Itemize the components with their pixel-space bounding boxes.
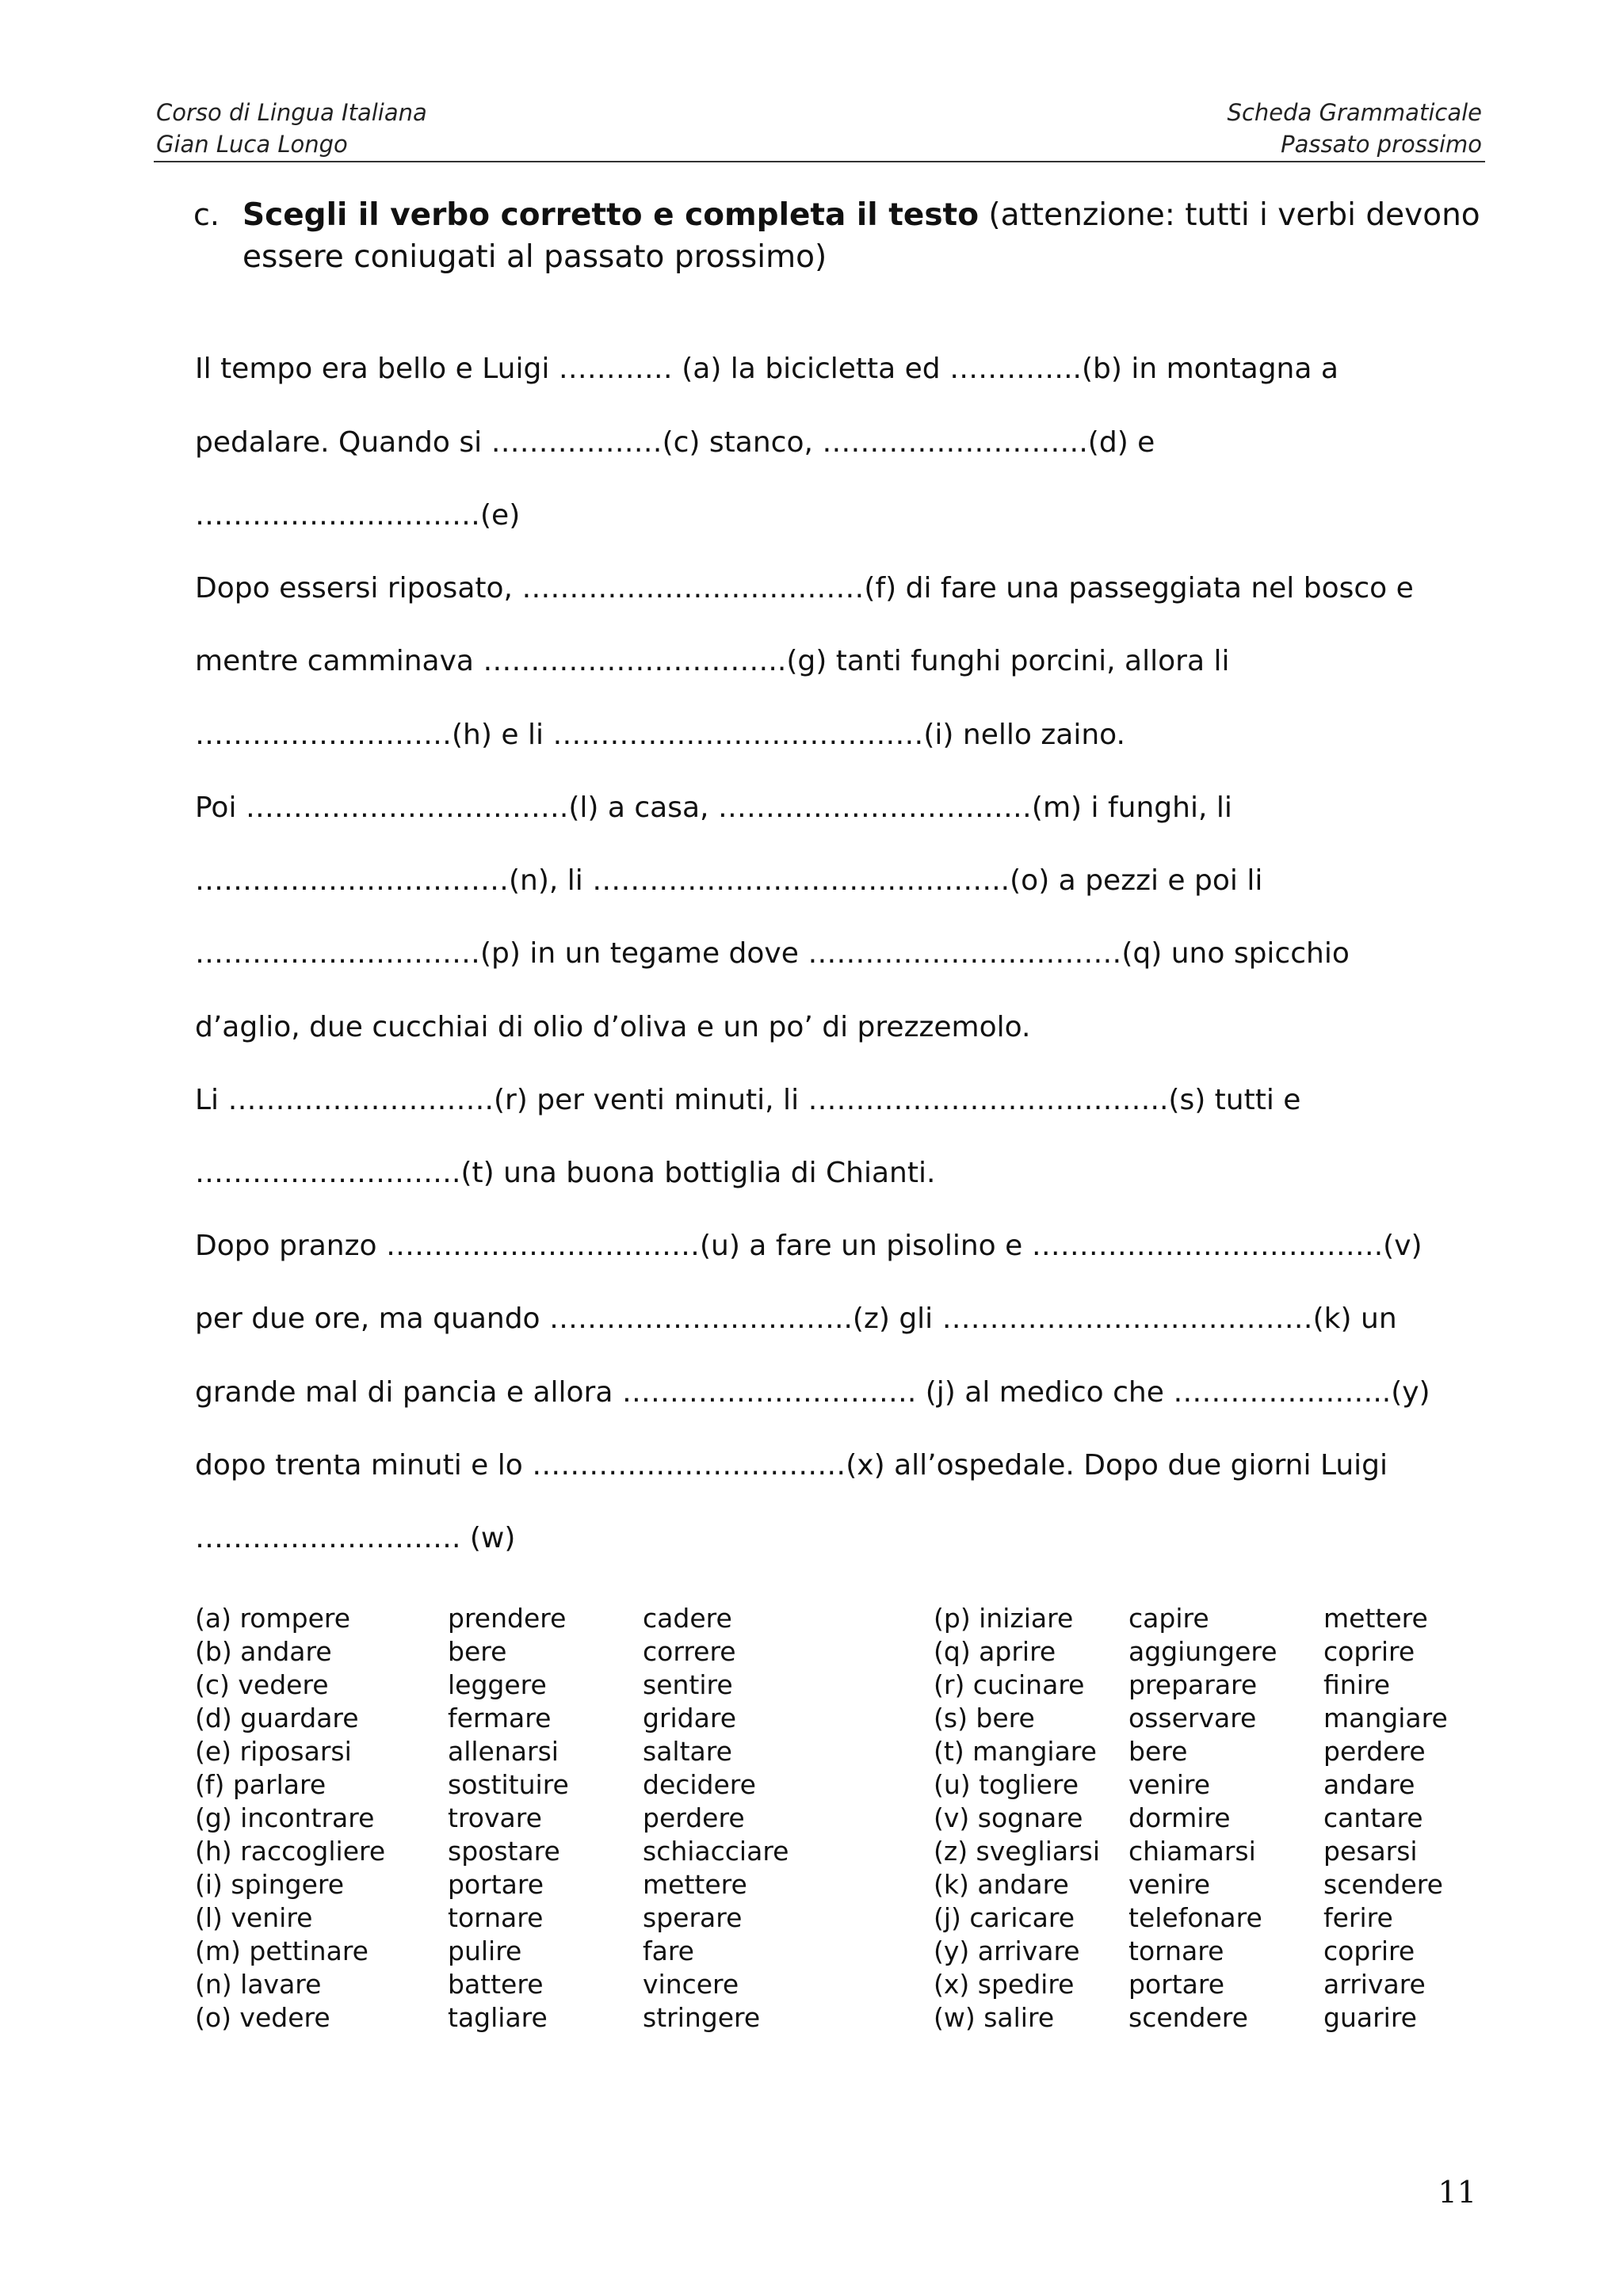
verb-option: venire: [1128, 1769, 1211, 1800]
header-right: [1228, 97, 1482, 160]
verb-option: bere: [448, 1636, 507, 1667]
verb-option: dormire: [1128, 1802, 1231, 1833]
verb-option: tornare: [448, 1902, 544, 1933]
verb-option: scendere: [1323, 1869, 1443, 1900]
verb-option: (e) riposarsi: [195, 1736, 352, 1767]
text-line: per due ore, ma quando …………………………..(z) gli …………………………………(k) un: [195, 1302, 1397, 1335]
exercise-letter: c.: [193, 197, 220, 232]
verb-option: (l) venire: [195, 1902, 313, 1933]
verb-option: (s) bere: [934, 1703, 1035, 1733]
verb-option: (r) cucinare: [934, 1669, 1085, 1700]
text-line: pedalare. Quando si ………………(c) stanco, ……………………….(d) e: [195, 426, 1155, 459]
verb-option: schiacciare: [643, 1836, 789, 1867]
verb-option: tornare: [1128, 1936, 1224, 1966]
verb-option: cantare: [1323, 1802, 1423, 1833]
verb-option: finire: [1323, 1669, 1391, 1700]
verb-option: gridare: [643, 1703, 736, 1733]
verb-option: osservare: [1128, 1703, 1257, 1733]
verb-option: saltare: [643, 1736, 732, 1767]
sheet-topic: Passato prossimo: [1281, 131, 1482, 158]
verb-option: (k) andare: [934, 1869, 1069, 1900]
text-line: dopo trenta minuti e lo ……………………………(x) all’ospedale. Dopo due giorni Luigi: [195, 1449, 1388, 1482]
verb-option: (d) guardare: [195, 1703, 359, 1733]
verb-option: (n) lavare: [195, 1969, 322, 2000]
verb-column-5: [1128, 1602, 1277, 2035]
verb-option: (j) caricare: [934, 1902, 1075, 1933]
page-number: 11: [1438, 2175, 1476, 2210]
text-line: d’aglio, due cucchiai di olio d’oliva e un po’ di prezzemolo.: [195, 1011, 1031, 1043]
verb-option: (p) iniziare: [934, 1603, 1074, 1634]
verb-option: andare: [1323, 1769, 1415, 1800]
verb-option: (f) parlare: [195, 1769, 327, 1800]
verb-option: stringere: [643, 2002, 761, 2033]
header-left: [156, 97, 427, 160]
course-title: Corso di Lingua Italiana: [156, 99, 427, 126]
verb-option: sperare: [643, 1902, 743, 1933]
text-line: mentre camminava …………………………..(g) tanti funghi porcini, allora li: [195, 645, 1230, 677]
verb-option: arrivare: [1323, 1969, 1426, 2000]
verb-option: sentire: [643, 1669, 733, 1700]
verb-option: (h) raccogliere: [195, 1836, 386, 1867]
verb-option: correre: [643, 1636, 736, 1667]
text-line: Dopo essersi riposato, ………………………………(f) di fare una passeggiata nel bosco e: [195, 572, 1414, 605]
author-name: Gian Luca Longo: [156, 131, 348, 158]
verb-option: sostituire: [448, 1769, 569, 1800]
verb-option: prendere: [448, 1603, 567, 1634]
verb-option: ferire: [1323, 1902, 1393, 1933]
verb-column-3: [643, 1602, 789, 2035]
verb-option: (g) incontrare: [195, 1802, 375, 1833]
verb-option: perdere: [643, 1802, 745, 1833]
verb-option: bere: [1128, 1736, 1188, 1767]
verb-option: coprire: [1323, 1936, 1415, 1966]
instruction-bold: Scegli il verbo corretto e completa il testo: [242, 197, 979, 233]
verb-option: decidere: [643, 1769, 756, 1800]
instruction-note-part1: (attenzione: tutti i verbi devono: [988, 197, 1480, 233]
header-divider: [154, 161, 1485, 162]
verb-option: (m) pettinare: [195, 1936, 369, 1966]
verb-option: capire: [1128, 1603, 1209, 1634]
text-line: ………………………. (w): [195, 1522, 516, 1554]
text-line: Il tempo era bello e Luigi ………… (a) la bicicletta ed …………..(b) in montagna a: [195, 353, 1338, 385]
verb-option: mettere: [1323, 1603, 1428, 1634]
verb-option: allenarsi: [448, 1736, 559, 1767]
verb-option: mettere: [643, 1869, 747, 1900]
verb-option: scendere: [1128, 2002, 1248, 2033]
verb-option: fermare: [448, 1703, 552, 1733]
verb-column-1: [195, 1602, 385, 2035]
text-line: ……………………….(t) una buona bottiglia di Chianti.: [195, 1157, 936, 1189]
text-line: …………………………(e): [195, 499, 521, 532]
verb-column-4: [934, 1602, 1100, 2035]
text-line: Dopo pranzo ……………………………(u) a fare un pisolino e ……………………………….(v): [195, 1230, 1423, 1262]
exercise-instruction: [193, 194, 1485, 278]
text-line: ……………………………(n), li ……………………………………..(o) a pezzi e poi li: [195, 864, 1263, 897]
verb-option: spostare: [448, 1836, 560, 1867]
verb-option: (x) spedire: [934, 1969, 1075, 2000]
verb-option: (b) andare: [195, 1636, 332, 1667]
text-line: Li ……………………….(r) per venti minuti, li ………………………………..(s) tutti e: [195, 1084, 1301, 1116]
verb-option: fare: [643, 1936, 694, 1966]
verb-option: telefonare: [1128, 1902, 1262, 1933]
verb-option: vincere: [643, 1969, 739, 2000]
verb-column-2: [448, 1602, 569, 2035]
verb-option: (q) aprire: [934, 1636, 1056, 1667]
verb-option: mangiare: [1323, 1703, 1448, 1733]
verb-option: (c) vedere: [195, 1669, 329, 1700]
verb-option: (y) arrivare: [934, 1936, 1080, 1966]
verb-option: (z) svegliarsi: [934, 1836, 1101, 1867]
verb-column-6: [1323, 1602, 1448, 2035]
verb-option: (v) sognare: [934, 1802, 1083, 1833]
text-line: grande mal di pancia e allora …………………………. (j) al medico che …………………..(y): [195, 1376, 1430, 1409]
verb-option: venire: [1128, 1869, 1211, 1900]
verb-option: (t) mangiare: [934, 1736, 1097, 1767]
text-line: …………………………(p) in un tegame dove ……………………………(q) uno spicchio: [195, 937, 1350, 970]
verb-option: (a) rompere: [195, 1603, 351, 1634]
verb-option: aggiungere: [1128, 1636, 1277, 1667]
text-line: ………………………(h) e li …………………………………(i) nello zaino.: [195, 719, 1125, 751]
verb-option: (o) vedere: [195, 2002, 330, 2033]
verb-option: (w) salire: [934, 2002, 1055, 2033]
text-line: Poi …………………………….(l) a casa, ……………………………(m) i funghi, li: [195, 791, 1232, 824]
verb-option: trovare: [448, 1802, 542, 1833]
verb-option: cadere: [643, 1603, 732, 1634]
sheet-type: Scheda Grammaticale: [1227, 99, 1482, 126]
verb-option: leggere: [448, 1669, 547, 1700]
verb-option: tagliare: [448, 2002, 548, 2033]
verb-option: coprire: [1323, 1636, 1415, 1667]
instruction-note-part2: essere coniugati al passato prossimo): [242, 239, 827, 275]
verb-option: guarire: [1323, 2002, 1417, 2033]
verb-option: portare: [1128, 1969, 1225, 2000]
verb-option: perdere: [1323, 1736, 1426, 1767]
verb-option: portare: [448, 1869, 544, 1900]
verb-option: pulire: [448, 1936, 522, 1966]
verb-option: pesarsi: [1323, 1836, 1418, 1867]
verb-option: battere: [448, 1969, 544, 2000]
verb-option: (i) spingere: [195, 1869, 345, 1900]
verb-option: (u) togliere: [934, 1769, 1079, 1800]
verb-option: chiamarsi: [1128, 1836, 1256, 1867]
verb-option: preparare: [1128, 1669, 1258, 1700]
